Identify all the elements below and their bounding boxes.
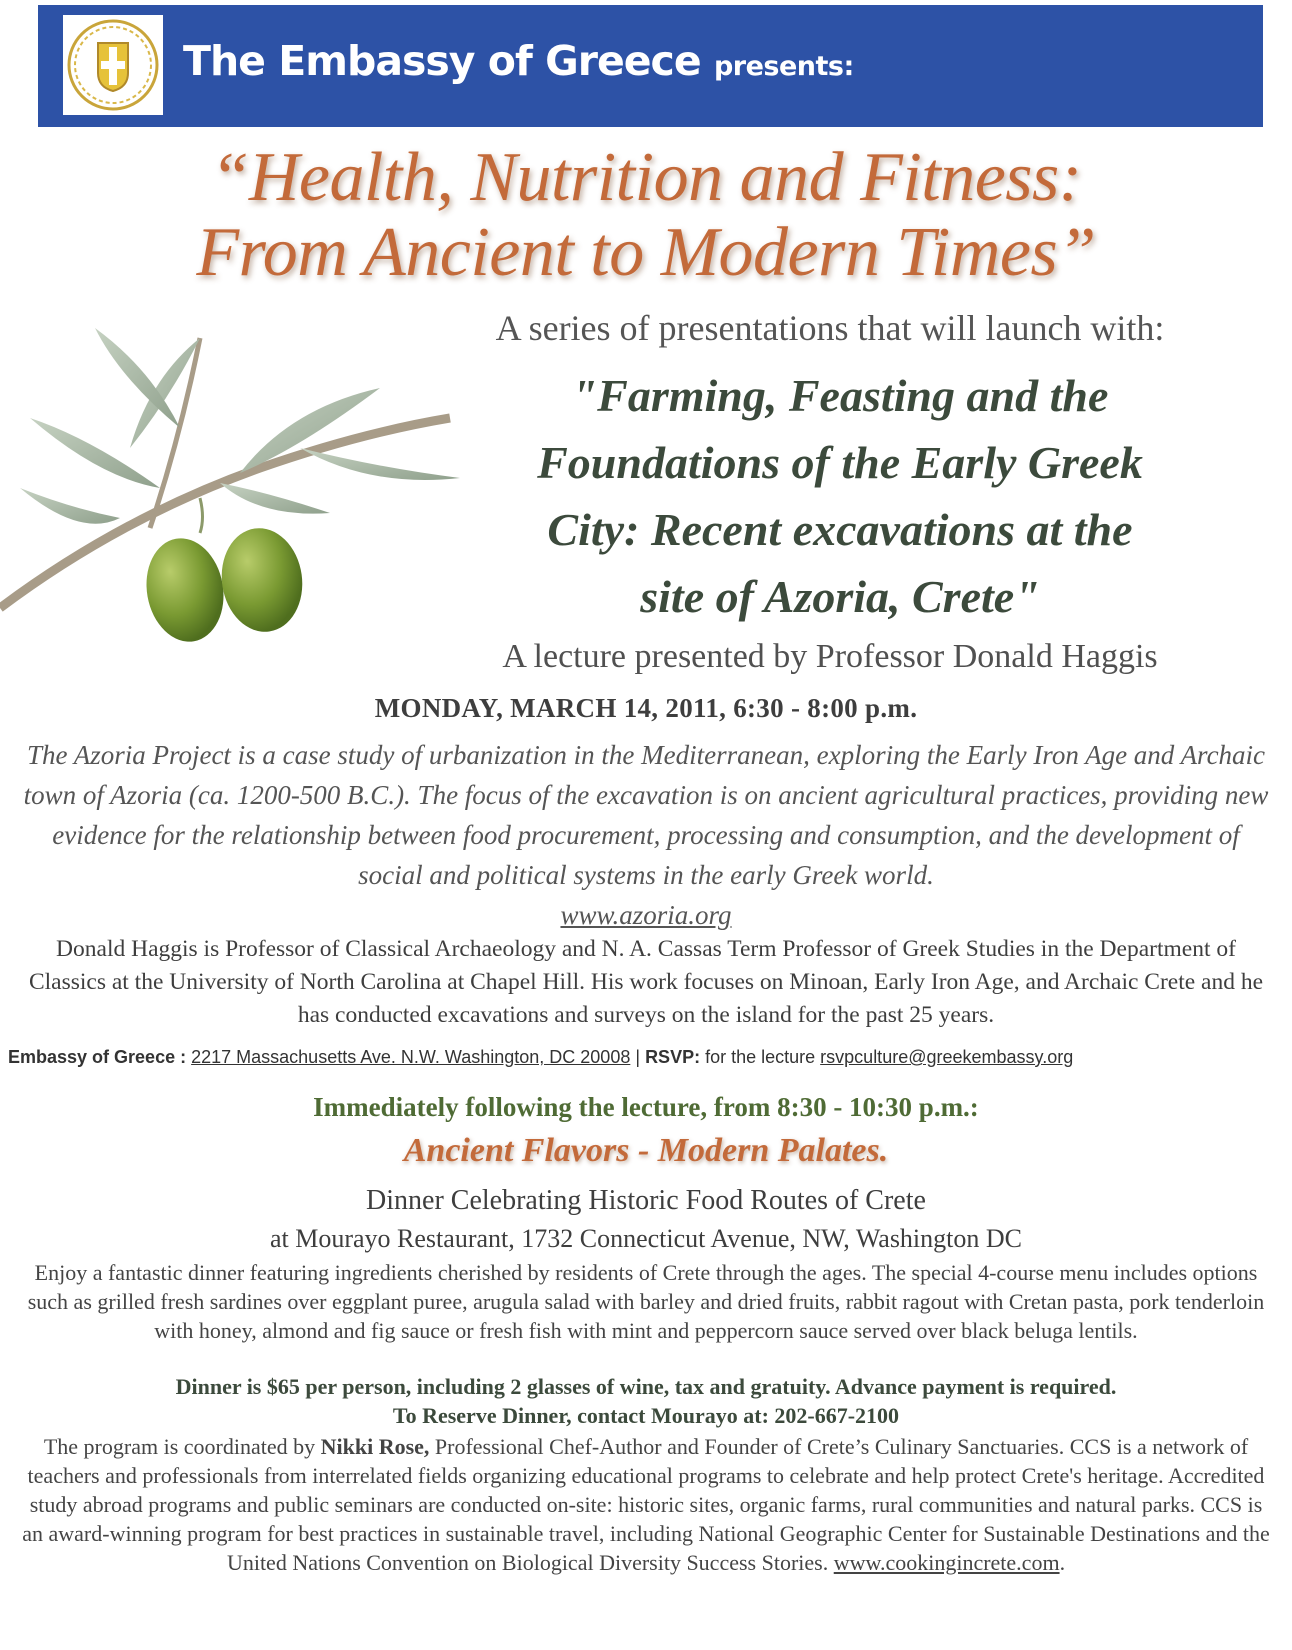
lecture-title	[430, 362, 1250, 630]
coordinator-name: Nikki Rose,	[320, 1434, 430, 1459]
lecture-title-line: "Farming, Feasting and the	[571, 370, 1109, 421]
header-title-suffix: presents:	[713, 51, 854, 82]
rsvp-text: for the lecture	[705, 1047, 816, 1067]
contact-line	[8, 1047, 1073, 1068]
program-text: Professional Chef-Author and Founder of Crete’s Culinary Sanctuaries. CCS is a network of teachers and professionals from interrelated fields organizing educational programs to celebrate and help protect Crete's heritage. Accredited study abroad programs and public seminars are conducted on-site: historic sites, organic farms, rural communities and natural parks. CCS is an award-winning program for best practices in sustainable travel, including National Geographic Center for Sustainable Destinations and the United Nations Convention on Biological Diversity Success Stories.	[22, 1434, 1270, 1575]
embassy-address: 2217 Massachusetts Ave. N.W. Washington, DC 20008	[191, 1047, 631, 1067]
series-intro: A series of presentations that will launch with:	[495, 308, 1165, 348]
header-banner	[38, 5, 1263, 127]
main-title-line-1: “Health, Nutrition and Fitness:	[210, 139, 1082, 216]
header-title-main: The Embassy of Greece	[183, 37, 701, 85]
project-description	[20, 735, 1272, 935]
lecture-title-line: site of Azoria, Crete"	[640, 571, 1040, 622]
rsvp-email-link[interactable]: rsvpculture@greekembassy.org	[820, 1047, 1074, 1067]
dinner-place: at Mourayo Restaurant, 1732 Connecticut Avenue, NW, Washington DC	[269, 1224, 1023, 1253]
dinner-title: Dinner Celebrating Historic Food Routes of Crete	[366, 1185, 926, 1216]
presenter-bio: Donald Haggis is Professor of Classical Archaeology and N. A. Cassas Term Professor of Greek Studies in the Department of Classics at the University of North Carolina at Chapel Hill. His work focuses on Minoan, Early Iron Age, and Archaic Crete and he has conducted excavations and surveys on the island for the past 25 years.	[28, 936, 1264, 1028]
greek-coat-of-arms-icon	[63, 15, 163, 115]
program-info	[20, 1432, 1272, 1577]
following-heading: Immediately following the lecture, from 8:30 - 10:30 p.m.:	[313, 1092, 979, 1122]
event-date: MONDAY, MARCH 14, 2011, 6:30 - 8:00 p.m.	[374, 693, 918, 723]
dinner-price: Dinner is $65 per person, including 2 glasses of wine, tax and gratuity. Advance payment is required.	[175, 1374, 1117, 1399]
rsvp-label: RSVP:	[645, 1047, 701, 1067]
program-end: .	[1059, 1550, 1066, 1575]
main-title-line-2: From Ancient to Modern Times”	[196, 214, 1096, 291]
olive-branch-icon	[0, 318, 470, 678]
dinner-name: Ancient Flavors - Modern Palates.	[403, 1132, 889, 1169]
azoria-link[interactable]: www.azoria.org	[560, 900, 732, 930]
lecture-title-line: City: Recent excavations at the	[547, 504, 1133, 555]
dinner-reserve: To Reserve Dinner, contact Mourayo at: 202-667-2100	[392, 1403, 900, 1428]
lecture-title-line: Foundations of the Early Greek	[537, 437, 1143, 488]
dinner-description: Enjoy a fantastic dinner featuring ingredients cherished by residents of Crete through the ages. The special 4-course menu includes options such as grilled fresh sardines over eggplant puree, arugula salad with barley and dried fruits, rabbit ragout with Cretan pasta, pork tenderloin with honey, almond and fig sauce or fresh fish with mint and peppercorn sauce served over black beluga lentils.	[27, 1260, 1265, 1343]
presenter-line: A lecture presented by Professor Donald Haggis	[502, 638, 1158, 675]
embassy-label: Embassy of Greece :	[8, 1047, 187, 1067]
separator: |	[635, 1047, 641, 1067]
program-prefix: The program is coordinated by	[43, 1434, 316, 1459]
header-title	[183, 37, 854, 85]
description-text: The Azoria Project is a case study of urbanization in the Mediterranean, exploring the Early Iron Age and Archaic town of Azoria (ca. 1200-500 B.C.). The focus of the excavation is on ancient agricultural practices, providing new evidence for the relationship between food procurement, processing and consumption, and the development of social and political systems in the early Greek world.	[23, 740, 1269, 890]
cookingincrete-link[interactable]: www.cookingincrete.com	[833, 1550, 1060, 1575]
